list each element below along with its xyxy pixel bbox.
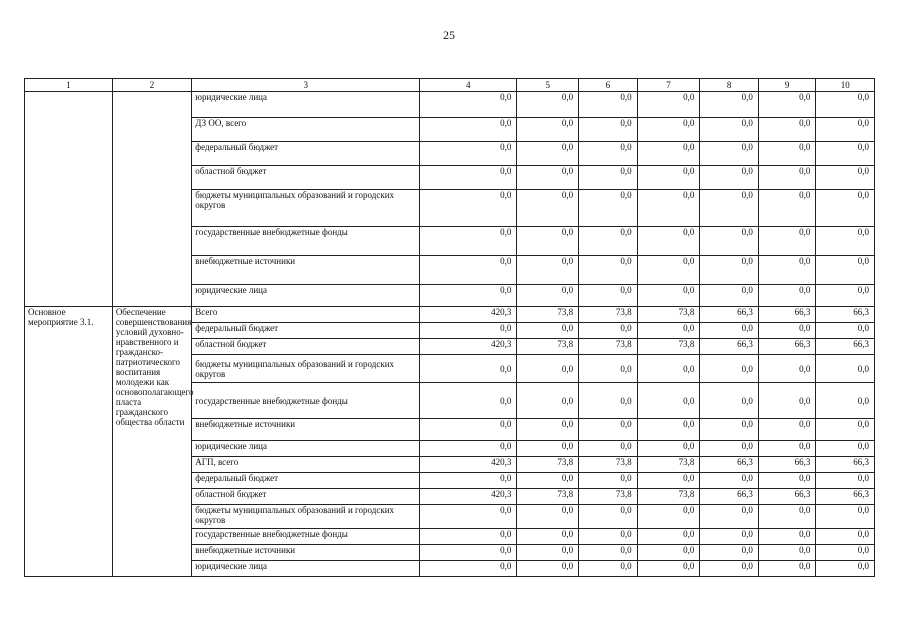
value-cell: 0,0 <box>816 529 875 545</box>
funding-source-cell: ДЗ ОО, всего <box>192 118 420 142</box>
column-header: 7 <box>637 79 700 92</box>
value-cell: 73,8 <box>637 489 700 505</box>
funding-source-cell: внебюджетные источники <box>192 256 420 285</box>
value-cell: 0,0 <box>517 285 579 307</box>
value-cell: 0,0 <box>816 118 875 142</box>
value-cell: 0,0 <box>517 190 579 227</box>
value-cell: 0,0 <box>579 190 638 227</box>
value-cell: 73,8 <box>579 489 638 505</box>
value-cell: 0,0 <box>637 561 700 577</box>
value-cell: 0,0 <box>816 256 875 285</box>
value-cell: 0,0 <box>758 355 816 383</box>
value-cell: 0,0 <box>579 419 638 441</box>
value-cell: 0,0 <box>700 561 759 577</box>
value-cell: 0,0 <box>420 383 517 419</box>
value-cell: 0,0 <box>517 256 579 285</box>
value-cell: 0,0 <box>420 227 517 256</box>
measure-description-cell <box>112 92 191 307</box>
value-cell: 0,0 <box>758 190 816 227</box>
value-cell: 0,0 <box>700 355 759 383</box>
value-cell: 0,0 <box>579 545 638 561</box>
value-cell: 0,0 <box>579 92 638 118</box>
funding-source-cell: бюджеты муниципальных образований и городских округов <box>192 355 420 383</box>
value-cell: 0,0 <box>700 118 759 142</box>
value-cell: 0,0 <box>420 166 517 190</box>
value-cell: 0,0 <box>700 473 759 489</box>
value-cell: 0,0 <box>758 441 816 457</box>
value-cell: 73,8 <box>517 339 579 355</box>
value-cell: 0,0 <box>420 190 517 227</box>
value-cell: 73,8 <box>637 339 700 355</box>
value-cell: 0,0 <box>579 256 638 285</box>
value-cell: 0,0 <box>579 285 638 307</box>
value-cell: 0,0 <box>420 285 517 307</box>
value-cell: 66,3 <box>758 339 816 355</box>
value-cell: 0,0 <box>816 355 875 383</box>
value-cell: 0,0 <box>637 118 700 142</box>
column-header: 2 <box>112 79 191 92</box>
value-cell: 0,0 <box>700 227 759 256</box>
value-cell: 0,0 <box>637 323 700 339</box>
value-cell: 0,0 <box>700 383 759 419</box>
table-row <box>25 92 875 118</box>
value-cell: 0,0 <box>517 545 579 561</box>
value-cell: 0,0 <box>637 256 700 285</box>
value-cell: 0,0 <box>420 355 517 383</box>
measure-name-cell: Основное мероприятие 3.1. <box>25 307 113 577</box>
value-cell: 0,0 <box>758 561 816 577</box>
value-cell: 0,0 <box>420 92 517 118</box>
value-cell: 0,0 <box>420 419 517 441</box>
measure-description-cell: Обеспечение совершенствования условий духовно-нравственного и гражданско-патриотического воспитания молодежи как основополагающего пласта гражданского общества области <box>112 307 191 577</box>
value-cell: 0,0 <box>420 529 517 545</box>
value-cell: 0,0 <box>758 323 816 339</box>
column-header: 4 <box>420 79 517 92</box>
funding-source-cell: областной бюджет <box>192 339 420 355</box>
value-cell: 73,8 <box>517 457 579 473</box>
value-cell: 0,0 <box>816 419 875 441</box>
funding-source-cell: областной бюджет <box>192 166 420 190</box>
value-cell: 0,0 <box>579 473 638 489</box>
value-cell: 73,8 <box>517 307 579 323</box>
value-cell: 0,0 <box>758 166 816 190</box>
value-cell: 0,0 <box>816 285 875 307</box>
value-cell: 0,0 <box>517 505 579 529</box>
funding-source-cell: государственные внебюджетные фонды <box>192 227 420 256</box>
value-cell: 0,0 <box>420 545 517 561</box>
value-cell: 0,0 <box>816 227 875 256</box>
value-cell: 66,3 <box>816 457 875 473</box>
value-cell: 0,0 <box>816 441 875 457</box>
value-cell: 0,0 <box>758 545 816 561</box>
value-cell: 73,8 <box>579 339 638 355</box>
value-cell: 0,0 <box>579 355 638 383</box>
value-cell: 0,0 <box>758 473 816 489</box>
value-cell: 0,0 <box>579 166 638 190</box>
value-cell: 0,0 <box>758 529 816 545</box>
column-header: 8 <box>700 79 759 92</box>
funding-source-cell: внебюджетные источники <box>192 419 420 441</box>
funding-source-cell: государственные внебюджетные фонды <box>192 529 420 545</box>
funding-source-cell: государственные внебюджетные фонды <box>192 383 420 419</box>
value-cell: 0,0 <box>517 118 579 142</box>
funding-source-cell: бюджеты муниципальных образований и городских округов <box>192 505 420 529</box>
value-cell: 0,0 <box>816 561 875 577</box>
value-cell: 420,3 <box>420 489 517 505</box>
value-cell: 0,0 <box>700 142 759 166</box>
value-cell: 66,3 <box>758 307 816 323</box>
header-row <box>25 79 875 92</box>
value-cell: 0,0 <box>758 142 816 166</box>
value-cell: 0,0 <box>420 256 517 285</box>
column-header: 10 <box>816 79 875 92</box>
value-cell: 0,0 <box>758 227 816 256</box>
value-cell: 0,0 <box>700 529 759 545</box>
value-cell: 0,0 <box>700 166 759 190</box>
value-cell: 0,0 <box>816 473 875 489</box>
column-header: 1 <box>25 79 113 92</box>
column-header: 6 <box>579 79 638 92</box>
value-cell: 0,0 <box>637 505 700 529</box>
value-cell: 0,0 <box>420 561 517 577</box>
funding-source-cell: юридические лица <box>192 285 420 307</box>
value-cell: 0,0 <box>420 118 517 142</box>
funding-source-cell: юридические лица <box>192 441 420 457</box>
value-cell: 0,0 <box>637 190 700 227</box>
value-cell: 420,3 <box>420 457 517 473</box>
value-cell: 66,3 <box>700 489 759 505</box>
value-cell: 0,0 <box>816 383 875 419</box>
value-cell: 0,0 <box>637 473 700 489</box>
funding-source-cell: юридические лица <box>192 561 420 577</box>
table-body <box>25 79 875 577</box>
value-cell: 0,0 <box>816 166 875 190</box>
value-cell: 0,0 <box>579 505 638 529</box>
value-cell: 0,0 <box>700 419 759 441</box>
value-cell: 0,0 <box>700 323 759 339</box>
value-cell: 0,0 <box>758 256 816 285</box>
value-cell: 0,0 <box>420 323 517 339</box>
value-cell: 0,0 <box>816 323 875 339</box>
value-cell: 0,0 <box>579 142 638 166</box>
funding-source-cell: Всего <box>192 307 420 323</box>
value-cell: 0,0 <box>637 285 700 307</box>
value-cell: 66,3 <box>700 457 759 473</box>
value-cell: 0,0 <box>579 529 638 545</box>
value-cell: 0,0 <box>700 505 759 529</box>
measure-name-cell <box>25 92 113 307</box>
value-cell: 0,0 <box>517 561 579 577</box>
value-cell: 0,0 <box>700 92 759 118</box>
funding-source-cell: федеральный бюджет <box>192 323 420 339</box>
value-cell: 0,0 <box>758 505 816 529</box>
value-cell: 0,0 <box>579 227 638 256</box>
value-cell: 0,0 <box>517 227 579 256</box>
value-cell: 0,0 <box>517 92 579 118</box>
value-cell: 0,0 <box>637 545 700 561</box>
value-cell: 0,0 <box>517 142 579 166</box>
funding-source-cell: АГП, всего <box>192 457 420 473</box>
value-cell: 66,3 <box>700 339 759 355</box>
value-cell: 0,0 <box>420 473 517 489</box>
value-cell: 0,0 <box>700 190 759 227</box>
value-cell: 0,0 <box>579 383 638 419</box>
value-cell: 0,0 <box>816 190 875 227</box>
funding-source-cell: федеральный бюджет <box>192 473 420 489</box>
value-cell: 0,0 <box>579 323 638 339</box>
page-number: 25 <box>443 28 455 42</box>
value-cell: 0,0 <box>758 419 816 441</box>
funding-source-cell: внебюджетные источники <box>192 545 420 561</box>
value-cell: 0,0 <box>758 285 816 307</box>
value-cell: 0,0 <box>579 441 638 457</box>
value-cell: 73,8 <box>637 457 700 473</box>
value-cell: 420,3 <box>420 307 517 323</box>
value-cell: 0,0 <box>637 92 700 118</box>
value-cell: 0,0 <box>637 383 700 419</box>
value-cell: 0,0 <box>420 142 517 166</box>
value-cell: 66,3 <box>758 457 816 473</box>
value-cell: 420,3 <box>420 339 517 355</box>
value-cell: 73,8 <box>579 307 638 323</box>
table-row <box>25 307 875 323</box>
value-cell: 0,0 <box>816 505 875 529</box>
funding-source-cell: бюджеты муниципальных образований и городских округов <box>192 190 420 227</box>
value-cell: 0,0 <box>420 505 517 529</box>
value-cell: 0,0 <box>517 473 579 489</box>
value-cell: 0,0 <box>517 419 579 441</box>
value-cell: 0,0 <box>637 355 700 383</box>
value-cell: 0,0 <box>637 529 700 545</box>
budget-table <box>24 78 875 577</box>
value-cell: 66,3 <box>816 307 875 323</box>
value-cell: 0,0 <box>517 355 579 383</box>
column-header: 5 <box>517 79 579 92</box>
value-cell: 0,0 <box>637 419 700 441</box>
value-cell: 0,0 <box>758 383 816 419</box>
value-cell: 73,8 <box>517 489 579 505</box>
value-cell: 0,0 <box>517 383 579 419</box>
value-cell: 66,3 <box>700 307 759 323</box>
value-cell: 0,0 <box>637 227 700 256</box>
value-cell: 0,0 <box>637 441 700 457</box>
value-cell: 0,0 <box>758 118 816 142</box>
value-cell: 0,0 <box>517 529 579 545</box>
funding-source-cell: федеральный бюджет <box>192 142 420 166</box>
funding-source-cell: юридические лица <box>192 92 420 118</box>
value-cell: 66,3 <box>758 489 816 505</box>
value-cell: 0,0 <box>816 545 875 561</box>
value-cell: 73,8 <box>579 457 638 473</box>
value-cell: 0,0 <box>700 545 759 561</box>
value-cell: 0,0 <box>637 142 700 166</box>
column-header: 3 <box>192 79 420 92</box>
value-cell: 0,0 <box>517 323 579 339</box>
funding-source-cell: областной бюджет <box>192 489 420 505</box>
value-cell: 0,0 <box>758 92 816 118</box>
value-cell: 0,0 <box>579 118 638 142</box>
value-cell: 0,0 <box>700 256 759 285</box>
value-cell: 0,0 <box>816 92 875 118</box>
column-header: 9 <box>758 79 816 92</box>
value-cell: 73,8 <box>637 307 700 323</box>
value-cell: 0,0 <box>637 166 700 190</box>
value-cell: 0,0 <box>420 441 517 457</box>
value-cell: 0,0 <box>700 285 759 307</box>
value-cell: 66,3 <box>816 339 875 355</box>
value-cell: 0,0 <box>700 441 759 457</box>
value-cell: 0,0 <box>816 142 875 166</box>
value-cell: 0,0 <box>579 561 638 577</box>
value-cell: 66,3 <box>816 489 875 505</box>
value-cell: 0,0 <box>517 441 579 457</box>
value-cell: 0,0 <box>517 166 579 190</box>
